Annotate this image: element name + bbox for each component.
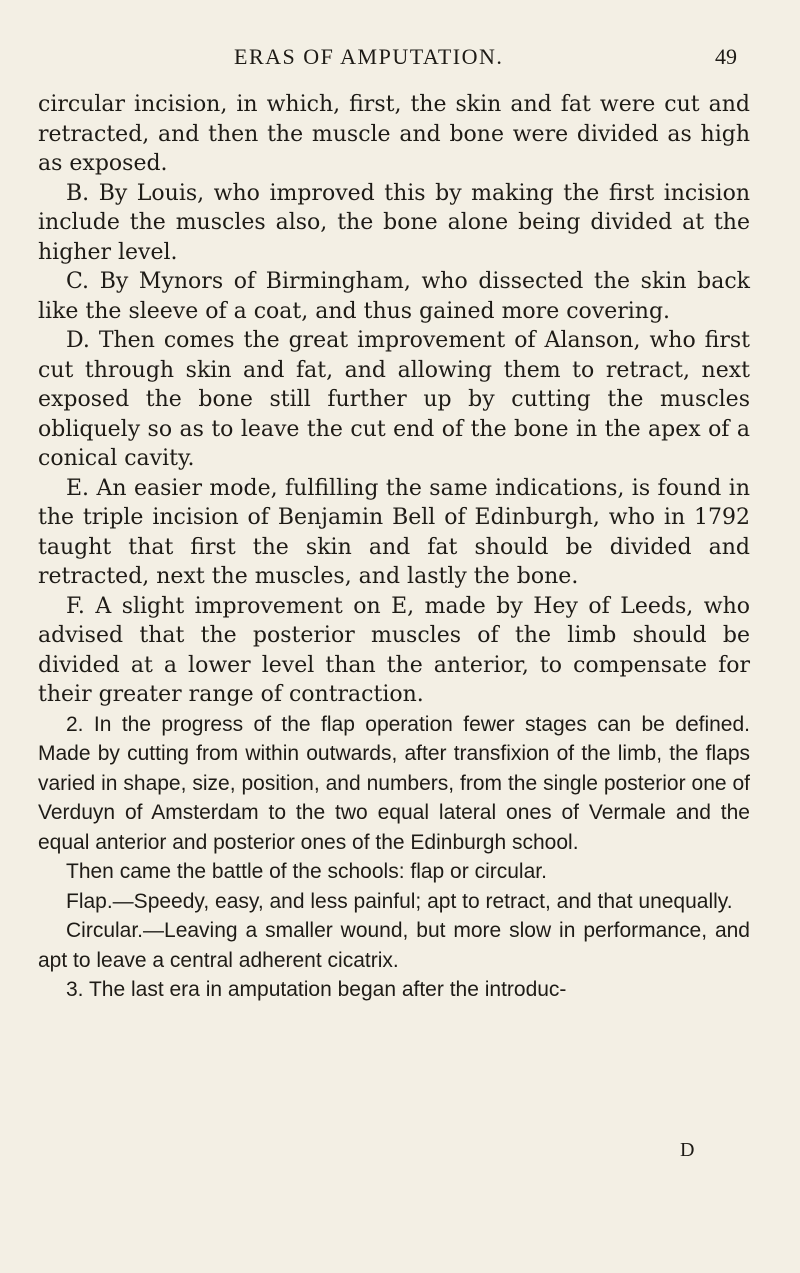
paragraph-last-era: 3. The last era in amputation began after the introduc-	[66, 978, 567, 1001]
paragraph-battle-of-schools: Then came the battle of the schools: flap or circular.	[66, 860, 547, 883]
paragraph-e: E. An easier mode, fulfilling the same indications, is found in the triple incision of Benjamin Bell of Edinburgh, who in 1792 taught that first the skin and fat should be divided and retracted, next the muscles, and lastly the bone.	[38, 475, 750, 589]
page-number: 49	[715, 44, 737, 69]
page-header	[0, 44, 800, 74]
paragraph-c: C. By Mynors of Birmingham, who dissected the skin back like the sleeve of a coat, and thus gained more covering.	[38, 269, 750, 324]
paragraph-f: F. A slight improvement on E, made by Hey of Leeds, who advised that the posterior muscles of the limb should be divided at a lower level than the anterior, to compensate for their greater range of contraction.	[38, 593, 750, 707]
paragraph-continued: circular incision, in which, first, the skin and fat were cut and retracted, and then the muscle and bone were divided as high as exposed.	[38, 92, 750, 176]
paragraph-d: D. Then comes the great improvement of Alanson, who first cut through skin and fat, and allowing them to retract, next exposed the bone still further up by cutting the muscles obliquely so as to leave the cut end of the bone in the apex of a conical cavity.	[38, 328, 750, 471]
paragraph-flap-operation: 2. In the progress of the flap operation fewer stages can be defined. Made by cutting from within outwards, after transfixion of the limb, the flaps varied in shape, size, position, and numbers, from the single posterior one of Verduyn of Amsterdam to the two equal lateral ones of Vermale and the equal anterior and posterior ones of the Edinburgh school.	[38, 712, 750, 854]
signature-mark: D	[680, 1139, 695, 1161]
running-title: ERAS OF AMPUTATION.	[234, 44, 504, 69]
paragraph-b: B. By Louis, who improved this by making the first incision include the muscles also, the bone alone being divided at the higher level.	[38, 180, 750, 265]
body-text	[38, 90, 750, 1005]
paragraph-flap: Flap.—Speedy, easy, and less painful; apt to retract, and that unequally.	[66, 889, 733, 913]
paragraph-circular: Circular.—Leaving a smaller wound, but more slow in performance, and apt to leave a central adherent cicatrix.	[38, 919, 750, 972]
